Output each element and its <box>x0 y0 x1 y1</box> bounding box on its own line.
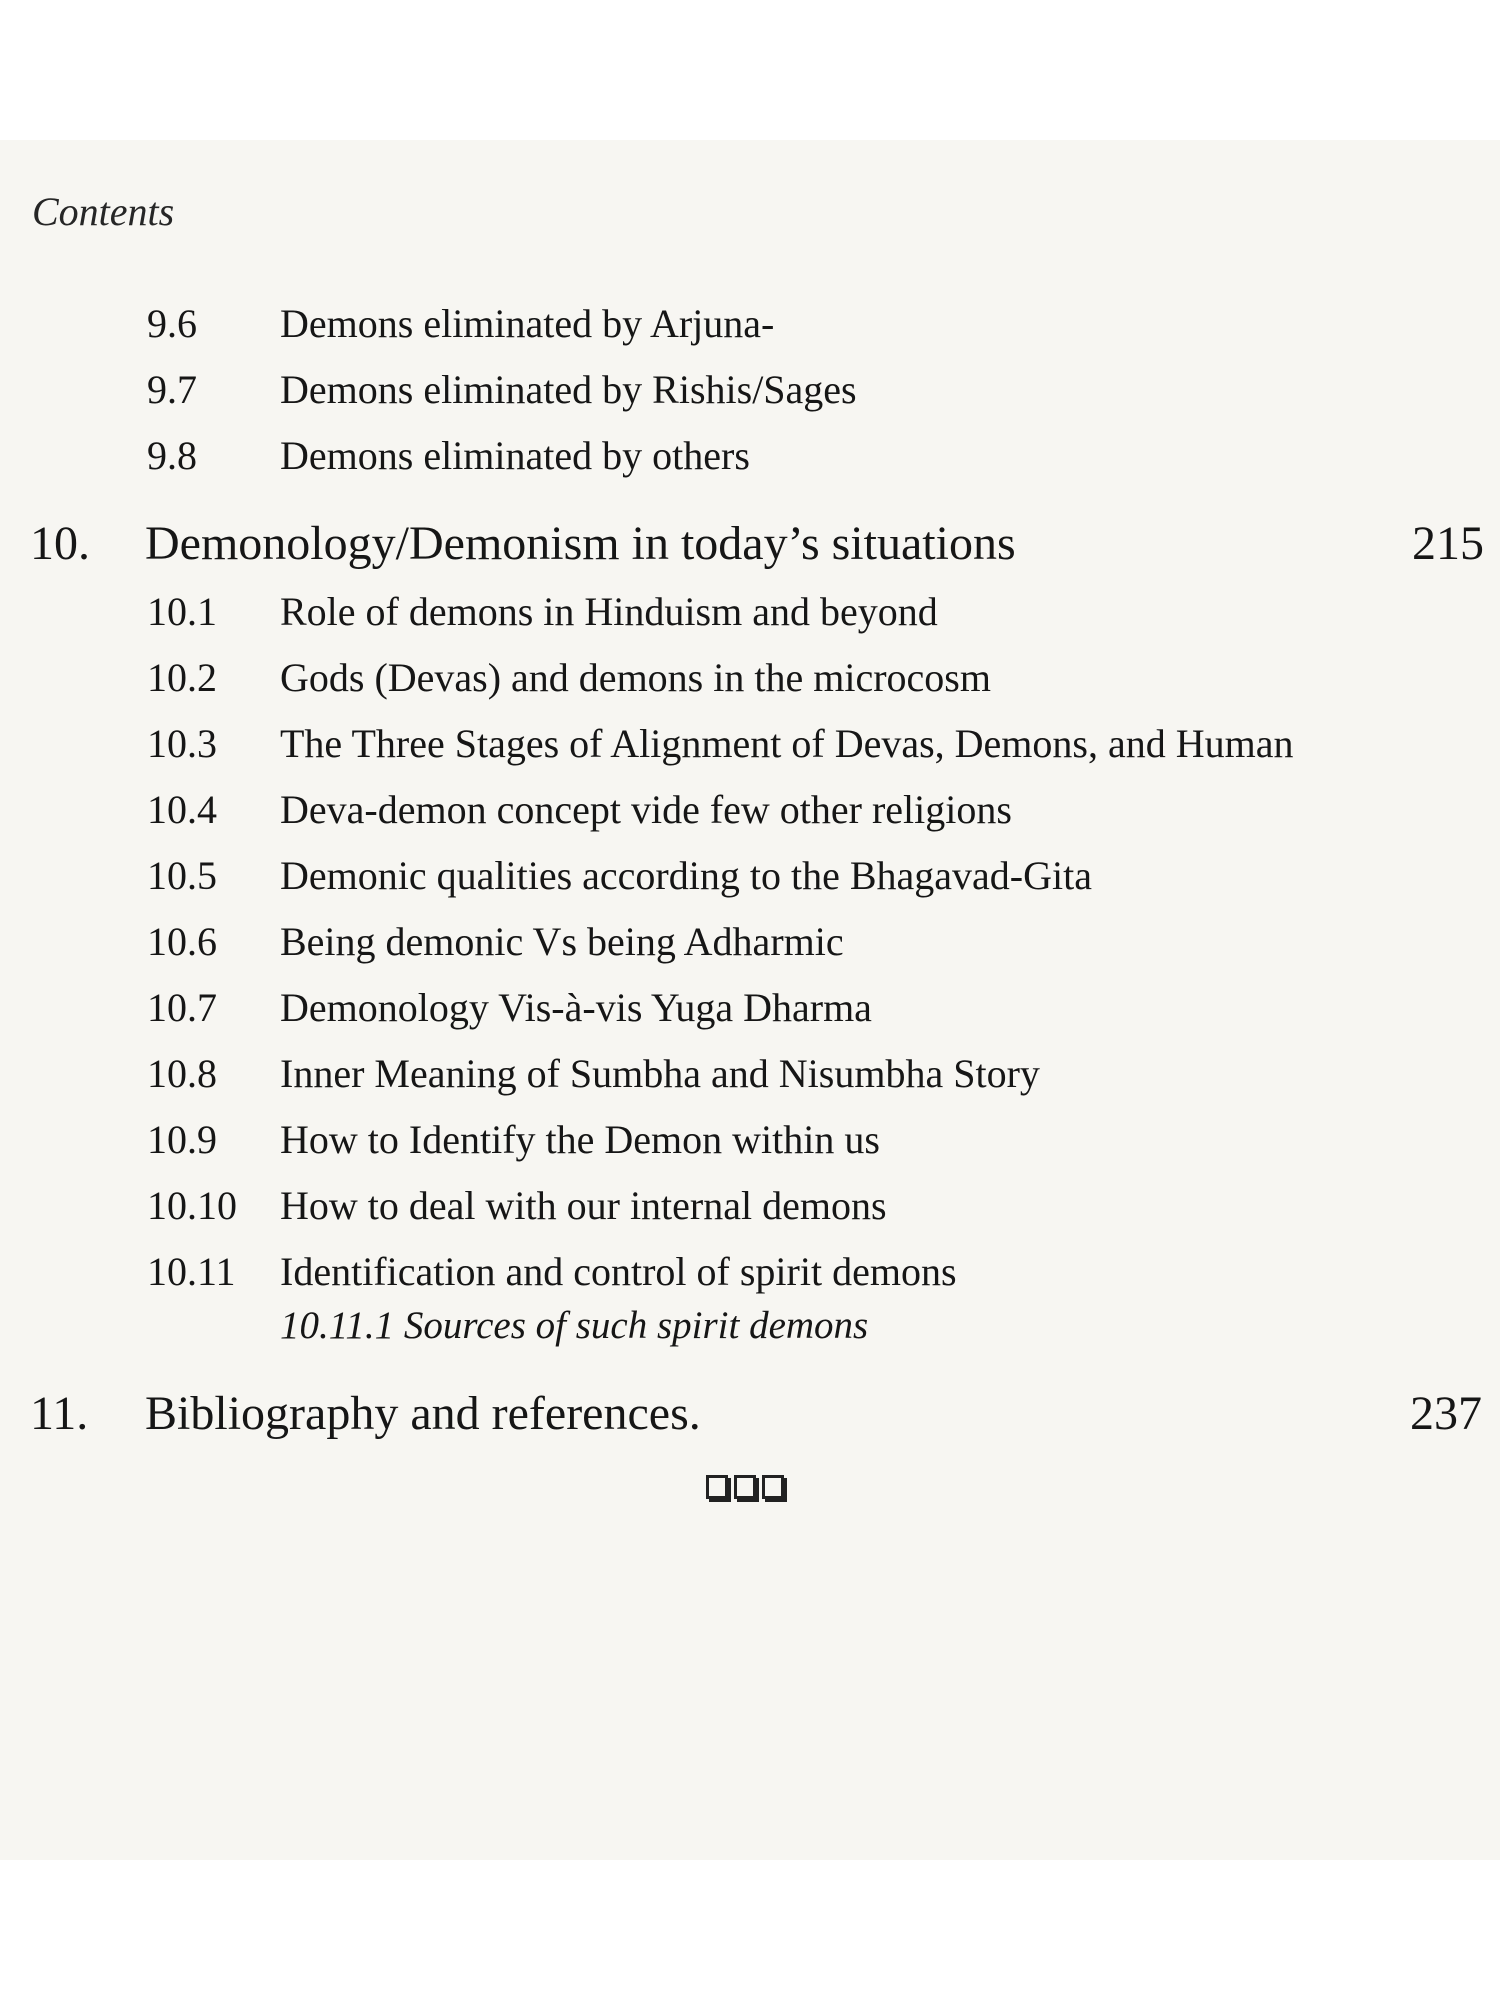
entry-title: Deva-demon concept vide few other religions <box>280 787 1012 832</box>
entry-number: 10.8 <box>147 1051 217 1096</box>
entry-number: 10.10 <box>147 1183 237 1228</box>
entry-number: 10.4 <box>147 787 217 832</box>
entry-title: Gods (Devas) and demons in the microcosm <box>280 655 991 700</box>
entry-number: 10.6 <box>147 919 217 964</box>
entry-number: 10.7 <box>147 985 217 1030</box>
entry-number: 9.8 <box>147 433 197 478</box>
box-icon <box>706 1475 728 1499</box>
entry-title: Demons eliminated by Rishis/Sages <box>280 367 857 412</box>
chapter-title: Demonology/Demonism in today’s situations <box>145 517 1016 570</box>
entry-title: Identification and control of spirit demons <box>280 1249 957 1294</box>
end-ornament-icon <box>706 1475 784 1499</box>
entry-number: 10.3 <box>147 721 217 766</box>
entry-number: 10.11 <box>147 1249 236 1294</box>
chapter-number: 10. <box>30 517 90 570</box>
entry-title: Being demonic Vs being Adharmic <box>280 919 844 964</box>
entry-title: The Three Stages of Alignment of Devas, Demons, and Human <box>280 721 1294 766</box>
chapter-page-number: 237 <box>1410 1387 1482 1440</box>
entry-number: 9.7 <box>147 367 197 412</box>
entry-title: Role of demons in Hinduism and beyond <box>280 589 938 634</box>
chapter-title: Bibliography and references. <box>145 1387 701 1440</box>
subentry-title: 10.11.1 Sources of such spirit demons <box>280 1304 869 1347</box>
entry-number: 9.6 <box>147 301 197 346</box>
entry-title: Demonic qualities according to the Bhagavad-Gita <box>280 853 1092 898</box>
box-icon <box>762 1475 784 1499</box>
entry-number: 10.2 <box>147 655 217 700</box>
box-icon <box>734 1475 756 1499</box>
entry-title: Demons eliminated by others <box>280 433 750 478</box>
entry-title: How to Identify the Demon within us <box>280 1117 880 1162</box>
chapter-page-number: 215 <box>1412 517 1484 570</box>
entry-number: 10.5 <box>147 853 217 898</box>
entry-title: Demons eliminated by Arjuna- <box>280 301 775 346</box>
entry-number: 10.9 <box>147 1117 217 1162</box>
chapter-number: 11. <box>30 1387 89 1440</box>
entry-title: Inner Meaning of Sumbha and Nisumbha Story <box>280 1051 1040 1096</box>
entry-number: 10.1 <box>147 589 217 634</box>
entry-title: Demonology Vis-à-vis Yuga Dharma <box>280 985 872 1030</box>
entry-title: How to deal with our internal demons <box>280 1183 887 1228</box>
running-head: Contents <box>32 189 175 234</box>
